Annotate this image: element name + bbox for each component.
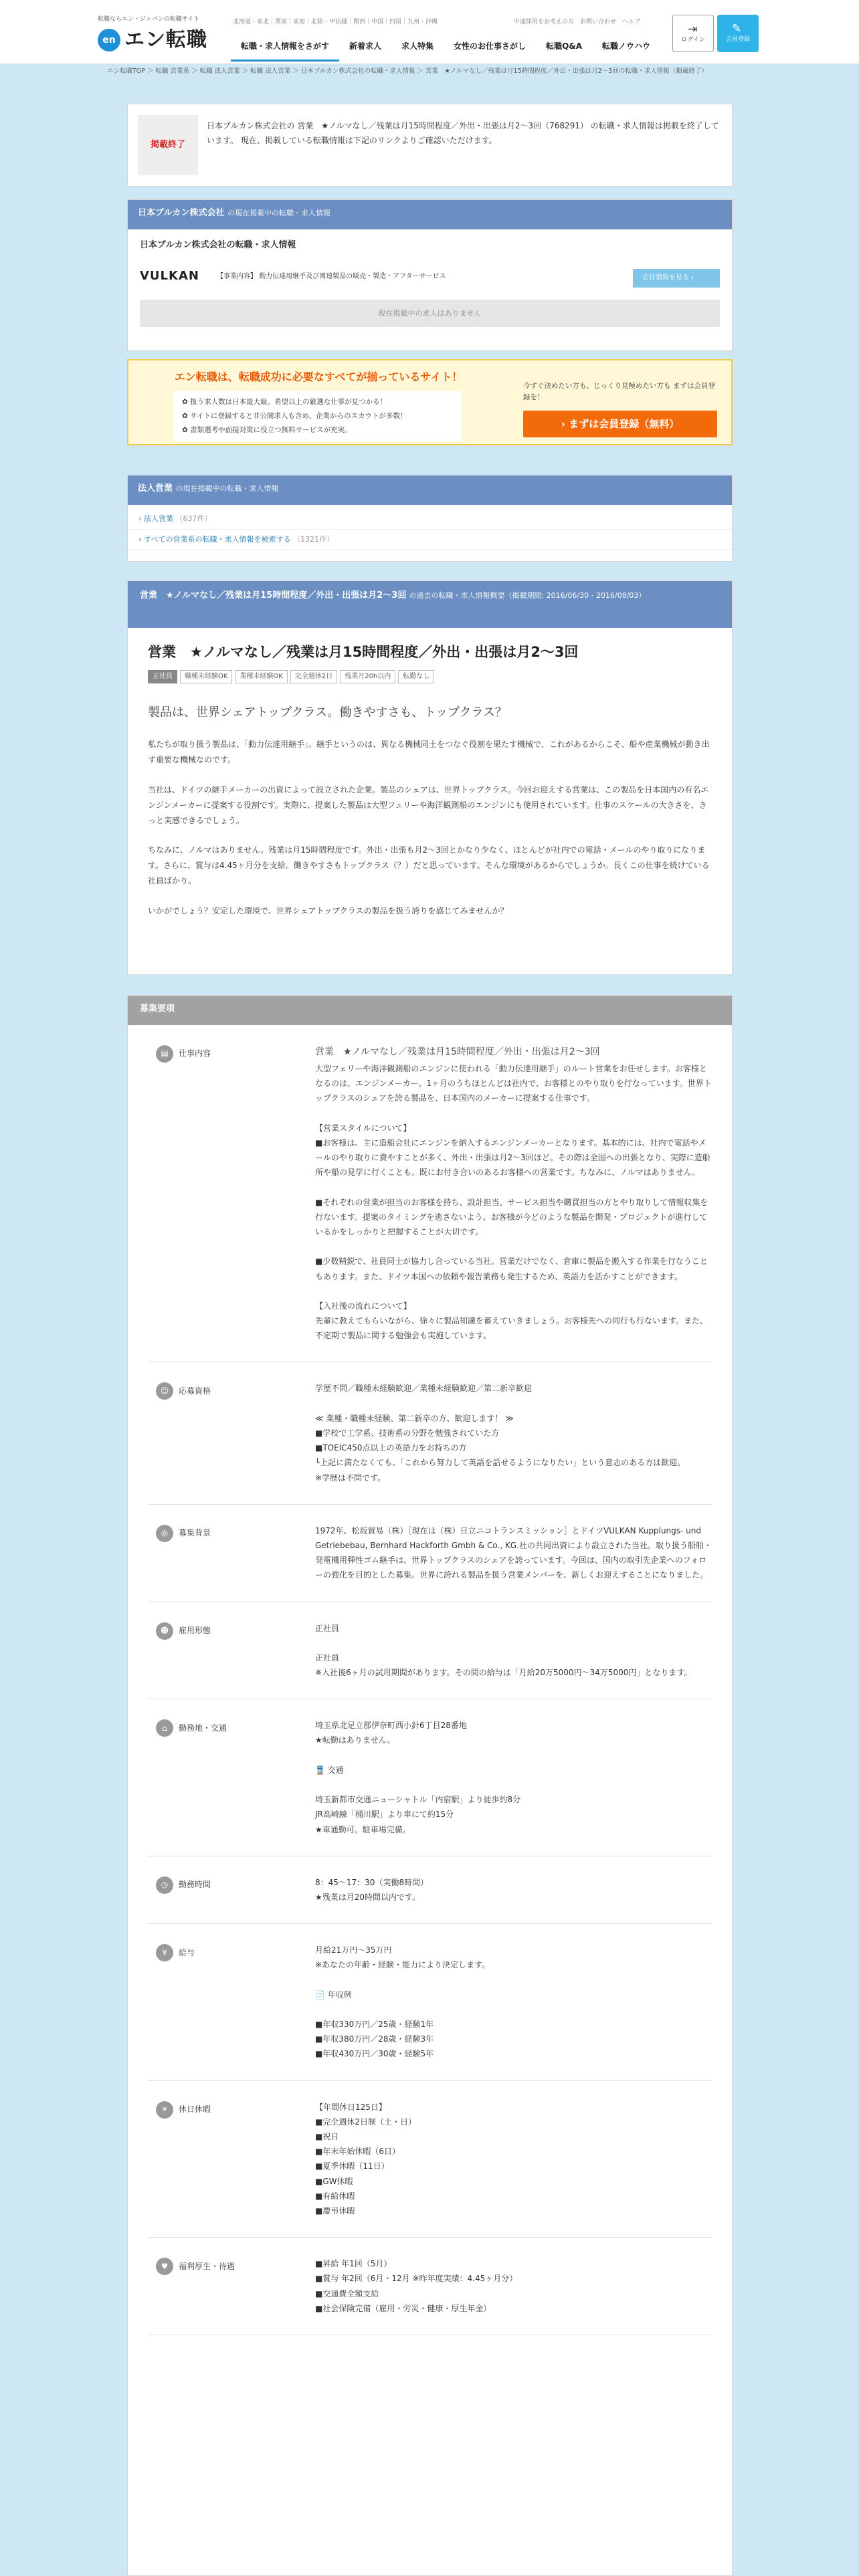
nav-women[interactable]: 女性のお仕事さがし bbox=[454, 41, 527, 51]
requirement-label bbox=[156, 1719, 227, 1737]
requirement-row bbox=[148, 2081, 712, 2238]
sales-link[interactable] bbox=[128, 509, 732, 530]
requirement-label bbox=[156, 1382, 211, 1400]
nav-qa[interactable]: 転職Q&A bbox=[546, 41, 583, 51]
promo-item: ✿ 書類選考や面接対策に役立つ無料サービスが充実。 bbox=[182, 426, 352, 434]
job-paragraph: いかがでしょう？安定した環境で、世界シェアトップクラスの製品を扱う誇りを感じてみませんか？ bbox=[148, 905, 508, 916]
company-header-title: 日本ブルカン株式会社 bbox=[138, 208, 225, 218]
job-tag: 残業月20h以内 bbox=[340, 670, 395, 683]
requirement-row bbox=[148, 1362, 712, 1504]
requirement-content bbox=[315, 1856, 713, 1923]
global-nav bbox=[231, 40, 660, 62]
promo-banner bbox=[127, 359, 733, 445]
job-tag: 職種未経験OK bbox=[180, 670, 232, 683]
requirement-row bbox=[148, 1505, 712, 1602]
requirements-header: 募集要項 bbox=[128, 996, 732, 1025]
job-paragraph: 私たちが取り扱う製品は、「動力伝達用継手」。継手というのは、異なる機械同士をつなぐ役割を果たす機械で、これがあるからこそ、船や産業機械が動き出す重要な機械なのです。 bbox=[148, 740, 710, 765]
site-header bbox=[0, 0, 859, 64]
requirement-icon: ♥ bbox=[156, 2258, 173, 2275]
requirement-icon: ⌂ bbox=[156, 1719, 173, 1737]
requirement-icon: ▤ bbox=[156, 1045, 173, 1063]
ended-text: 日本ブルカン株式会社の 営業 ★ノルマなし／残業は月15時間程度／外出・出張は月2～3回（768291） の転職・求人情報は掲載を終了しています。 現在、掲載している転職情報は下記のリンクよりご確認いただけます。 bbox=[207, 121, 719, 145]
job-tag: 転勤なし bbox=[398, 670, 434, 683]
requirement-body: 学歴不問／職種未経験歓迎／業種未経験歓迎／第二新卒歓迎 ≪ 業種・職種未経験、第二新卒の方、歓迎します！ ≫ ■学校で工学系、技術系の分野を勉強されていた方 ■TOEIC450点以上の英語力をお持ちの方 └上記に満たなくても、「これから努力して英語を話せるようになりたい」という意志のある方は歓迎。 ※学歴は不問です。 bbox=[315, 1384, 686, 1483]
requirement-body: 8：45～17：30（実働8時間） ★残業は月20時間以内です。 bbox=[315, 1877, 429, 1902]
requirement-icon: ☺ bbox=[156, 1382, 173, 1400]
requirement-label bbox=[156, 1944, 195, 1961]
requirement-row bbox=[148, 1699, 712, 1856]
nav-new-jobs[interactable]: 新着求人 bbox=[349, 41, 382, 51]
requirement-icon: ◎ bbox=[156, 1525, 173, 1542]
pencil-icon: ✎ bbox=[732, 22, 742, 35]
requirement-row bbox=[148, 2238, 712, 2335]
login-label: ログイン bbox=[681, 37, 705, 43]
all-sales-link-text[interactable]: › すべての営業系の転職・求人情報を検索する bbox=[138, 534, 291, 544]
requirement-row bbox=[148, 1025, 712, 1362]
requirement-label bbox=[156, 1622, 211, 1640]
requirement-content bbox=[315, 1362, 713, 1503]
requirement-icon: ☻ bbox=[156, 1622, 173, 1640]
company-info-button[interactable]: 会社情報を見る › bbox=[633, 269, 720, 288]
all-sales-link[interactable] bbox=[128, 530, 732, 550]
sales-header-sub: の現在掲載中の転職・求人情報 bbox=[175, 484, 279, 493]
company-header-sub: の現在掲載中の転職・求人情報 bbox=[227, 209, 331, 217]
requirement-body: 大型フェリーや海洋観測船のエンジンに使われる「動力伝達用継手」のルート営業をお任せします。お客様となるのは、エンジンメーカー。1ヶ月のうちほとんどは社内で、お客様とのやり取りを行なっています。世界トップクラスのシェアを誇る製品を、日本国内のメーカーに提案する仕事です。 【営業スタイルについて】 ■お客様は、主に造船会社にエンジンを納入するエンジンメーカーとなります。基本的には、社内で電話やメールのやり取りに費やすことが多く、外出・出張は月2～3回ほど。その際は全国への出張となり、実際に造船所や船の見学に行くことも。既にお付き合いのあるお客様への営業です。ちなみに、ノルマはありません。 ■それぞれの営業が担当のお客様を持ち、設計担当、サービス担当や購買担当の方とやり取りして情報収集を行ないます。提案のタイミングを逃さないよう、お客様が今どのような製品を開発・プロジェクトが進行しているかをしっかりと把握することが大切です。 ■少数精鋭で、社員同士が協力し合っている当社。営業だけでなく、倉庫に製品を搬入する作業を行なうこともあります。また、ドイツ本国への依頼や報告業務も発生するため、英語力を活かすことができます。 【入社後の流れについて】 先輩に教えてもらいながら、徐々に製品知識を蓄えていきましょう。お客様先への同行も行ないます。また、不定期で製品に関する勉強会も実施しています。 bbox=[315, 1063, 712, 1341]
register-label: 会員登録 bbox=[725, 36, 750, 43]
job-tag: 正社員 bbox=[148, 670, 177, 683]
ended-notice bbox=[127, 104, 733, 187]
requirement-content bbox=[315, 2081, 713, 2238]
nav-knowhow[interactable]: 転職ノウハウ bbox=[602, 41, 651, 51]
job-header-title: 営業 ★ノルマなし／残業は月15時間程度／外出・出張は月2～3回 bbox=[140, 591, 407, 601]
job-tags bbox=[148, 669, 712, 683]
requirement-label-text: 雇用形態 bbox=[179, 1625, 211, 1635]
requirement-content bbox=[315, 1699, 713, 1856]
requirement-content bbox=[315, 1602, 713, 1699]
requirement-icon: ◷ bbox=[156, 1876, 173, 1894]
logo-name: エン転職 bbox=[124, 28, 207, 51]
sales-link-text[interactable]: › 法人営業 bbox=[138, 514, 173, 523]
requirement-label-text: 休日休暇 bbox=[179, 2105, 211, 2115]
requirements bbox=[127, 995, 733, 2576]
requirement-label bbox=[156, 1045, 211, 1063]
requirement-label-text: 勤務時間 bbox=[179, 1880, 211, 1890]
header-links[interactable]: 中途採用をお考えの方 お問い合わせ ヘルプ bbox=[514, 19, 641, 25]
requirement-label-text: 勤務地・交通 bbox=[179, 1723, 227, 1733]
requirement-label bbox=[156, 1525, 211, 1542]
job-catchcopy: 製品は、世界シェアトップクラス。働きやすさも、トップクラス？ bbox=[148, 705, 507, 720]
site-logo[interactable] bbox=[98, 24, 207, 56]
requirement-label-text: 福利厚生・待遇 bbox=[179, 2261, 235, 2271]
nav-features[interactable]: 求人特集 bbox=[401, 41, 434, 51]
promo-title: エン転職は、転職成功に必要なすべてが揃っているサイト！ bbox=[174, 370, 463, 383]
register-button[interactable] bbox=[717, 15, 759, 52]
requirement-content bbox=[315, 1505, 713, 1602]
sales-header-title: 法人営業 bbox=[138, 484, 173, 494]
ended-badge: 掲載終了 bbox=[138, 115, 198, 175]
requirement-icon: ¥ bbox=[156, 1944, 173, 1961]
logo-mark: en bbox=[98, 29, 120, 51]
requirement-label-text: 仕事内容 bbox=[179, 1049, 211, 1059]
job-header bbox=[128, 581, 732, 628]
sales-section bbox=[127, 475, 733, 562]
requirement-content bbox=[315, 1924, 713, 2080]
requirement-label-text: 給与 bbox=[179, 1947, 195, 1957]
nav-search-jobs[interactable]: 転職・求人情報をさがす bbox=[231, 40, 339, 62]
requirements-rows bbox=[128, 1025, 732, 2335]
breadcrumb[interactable]: エン転職TOP ＞ 転職 営業系 ＞ 転職 法人営業 ＞ 転職 法人営業 ＞ 日本ブルカン株式会社の転職・求人情報 ＞ 営業 ★ノルマなし／残業は月15時間程度／外出・出張は月2～3回の転職・求人情報（掲載終了） bbox=[107, 68, 708, 75]
promo-side-text: 今すぐ決めたい方も、じっくり見極めたい方も まずは会員登録を！ bbox=[523, 382, 715, 401]
job-summary bbox=[127, 580, 733, 975]
requirement-body: 1972年、松坂貿易（株）［現在は（株）日立ニコトランスミッション］とドイツVULKAN Kupplungs- und Getriebebau, Bernhard Hackforth Gmbh & Co., KG.社の共同出資により設立された当社。取り扱う船舶・発電機用弾性ゴム継手は、世界トップクラスのシェアを誇っています。今回は、国内の取引先企業へのフォローの強化を目的とした募集。世界に誇れる製品を扱う営業メンバーを、新しくお迎えすることになりました。 bbox=[315, 1525, 712, 1580]
job-paragraph: ちなみに、ノルマはありません。残業は月15時間程度です。外出・出張も月2～3回とかなり少なく、ほとんどが社内での電話・メールのやり取りになります。さらに、賞与は4.45ヶ月分を支給。働きやすさもトップクラス（？）だと思っています。そんな環境があるからでしょうか。長くこの仕事を続けている社員ばかり。 bbox=[148, 845, 710, 885]
sales-header bbox=[128, 475, 732, 505]
company-logo: VULKAN bbox=[140, 269, 199, 284]
requirement-row bbox=[148, 1602, 712, 1700]
promo-list bbox=[174, 391, 462, 441]
login-button[interactable] bbox=[672, 15, 714, 52]
job-tag: 業種未経験OK bbox=[235, 670, 287, 683]
company-header bbox=[128, 200, 732, 229]
requirement-icon: ☀ bbox=[156, 2101, 173, 2119]
promo-item: ✿ サイトに登録すると非公開求人も含め、企業からのスカウトが多数！ bbox=[182, 412, 407, 420]
company-business: 【事業内容】 動力伝達用継手及び関連製品の販売・製造・アフターサービス bbox=[217, 272, 446, 280]
requirement-body: 月給21万円～35万円 ※あなたの年齢・経験・能力により決定します。 📄 年収例 ■年収330万円／25歳・経験1年 ■年収380万円／28歳・経験3年 ■年収430万円／30歳・経験5年 bbox=[315, 1945, 490, 2059]
requirement-body: 正社員 正社員 ※入社後6ヶ月の試用期間があります。その間の給与は「月給20万5000円～34万5000円」となります。 bbox=[315, 1623, 692, 1678]
requirement-row bbox=[148, 1924, 712, 2081]
requirement-label-text: 募集背景 bbox=[179, 1528, 211, 1538]
requirement-body: 埼玉県北足立郡伊奈町西小針6丁目28番地 ★転勤はありません。 🚆 交通 埼玉新都市交通ニューシャトル「内宿駅」より徒歩約8分 JR高崎線「桶川駅」より車にて約15分 ★車通勤可。駐車場完備。 bbox=[315, 1721, 521, 1834]
requirement-label bbox=[156, 2258, 235, 2275]
requirement-row bbox=[148, 1856, 712, 1924]
register-free-button[interactable]: › まずは会員登録（無料） bbox=[523, 411, 717, 437]
requirement-content bbox=[315, 2238, 713, 2335]
job-header-sub: の過去の転職・求人情報概要（掲載期間: 2016/06/30 - 2016/08/03） bbox=[409, 591, 646, 600]
job-paragraph: 当社は、ドイツの継手メーカーの出資によって設立された企業。製品のシェアは、世界トップクラス。今回お迎えする営業は、この製品を日本国内の有名エンジンメーカーに提案する役割です。実際に、提案した製品は大型フェリーや海洋観測船のエンジンにも使用されています。仕事のスケールの大きさを、きっと実感できるでしょう。 bbox=[148, 784, 709, 825]
company-name: 日本ブルカン株式会社の転職・求人情報 bbox=[140, 240, 296, 250]
requirement-content bbox=[315, 1025, 713, 1362]
requirement-body: 【年間休日125日】 ■完全週休2日制（土・日） ■祝日 ■年末年始休暇（6日） ■夏季休暇（11日） ■GW休暇 ■有給休暇 ■慶弔休暇 bbox=[315, 2102, 416, 2216]
requirement-label bbox=[156, 2101, 211, 2119]
area-links[interactable]: 北海道・東北｜関東｜東海｜北陸・甲信越｜関西｜中国｜四国｜九州・沖縄 bbox=[233, 19, 438, 25]
all-sales-link-count: （1321件） bbox=[293, 534, 335, 544]
requirement-label-text: 応募資格 bbox=[179, 1386, 211, 1396]
requirement-label bbox=[156, 1876, 211, 1894]
requirement-title: 営業 ★ノルマなし／残業は月15時間程度／外出・出張は月2～3回 bbox=[315, 1047, 600, 1057]
promo-item: ✿ 扱う求人数は日本最大級。希望以上の厳選な仕事が見つかる！ bbox=[182, 398, 387, 406]
no-jobs-message: 現在掲載中の求人はありません bbox=[140, 300, 720, 328]
job-tag: 完全週休2日 bbox=[290, 670, 337, 683]
job-title: 営業 ★ノルマなし／残業は月15時間程度／外出・出張は月2～3回 bbox=[148, 644, 579, 660]
login-icon: ⇥ bbox=[688, 23, 698, 36]
sales-link-count: （637件） bbox=[175, 514, 212, 523]
site-tagline: 転職ならエン・ジャパンの転職サイト bbox=[98, 16, 200, 23]
requirement-body: ■昇給 年1回（5月） ■賞与 年2回（6月・12月 ※昨年度実績：4.45ヶ月分） ■交通費全額支給 ■社会保険完備（雇用・労災・健康・厚生年金） bbox=[315, 2259, 518, 2313]
company-section bbox=[127, 199, 733, 351]
